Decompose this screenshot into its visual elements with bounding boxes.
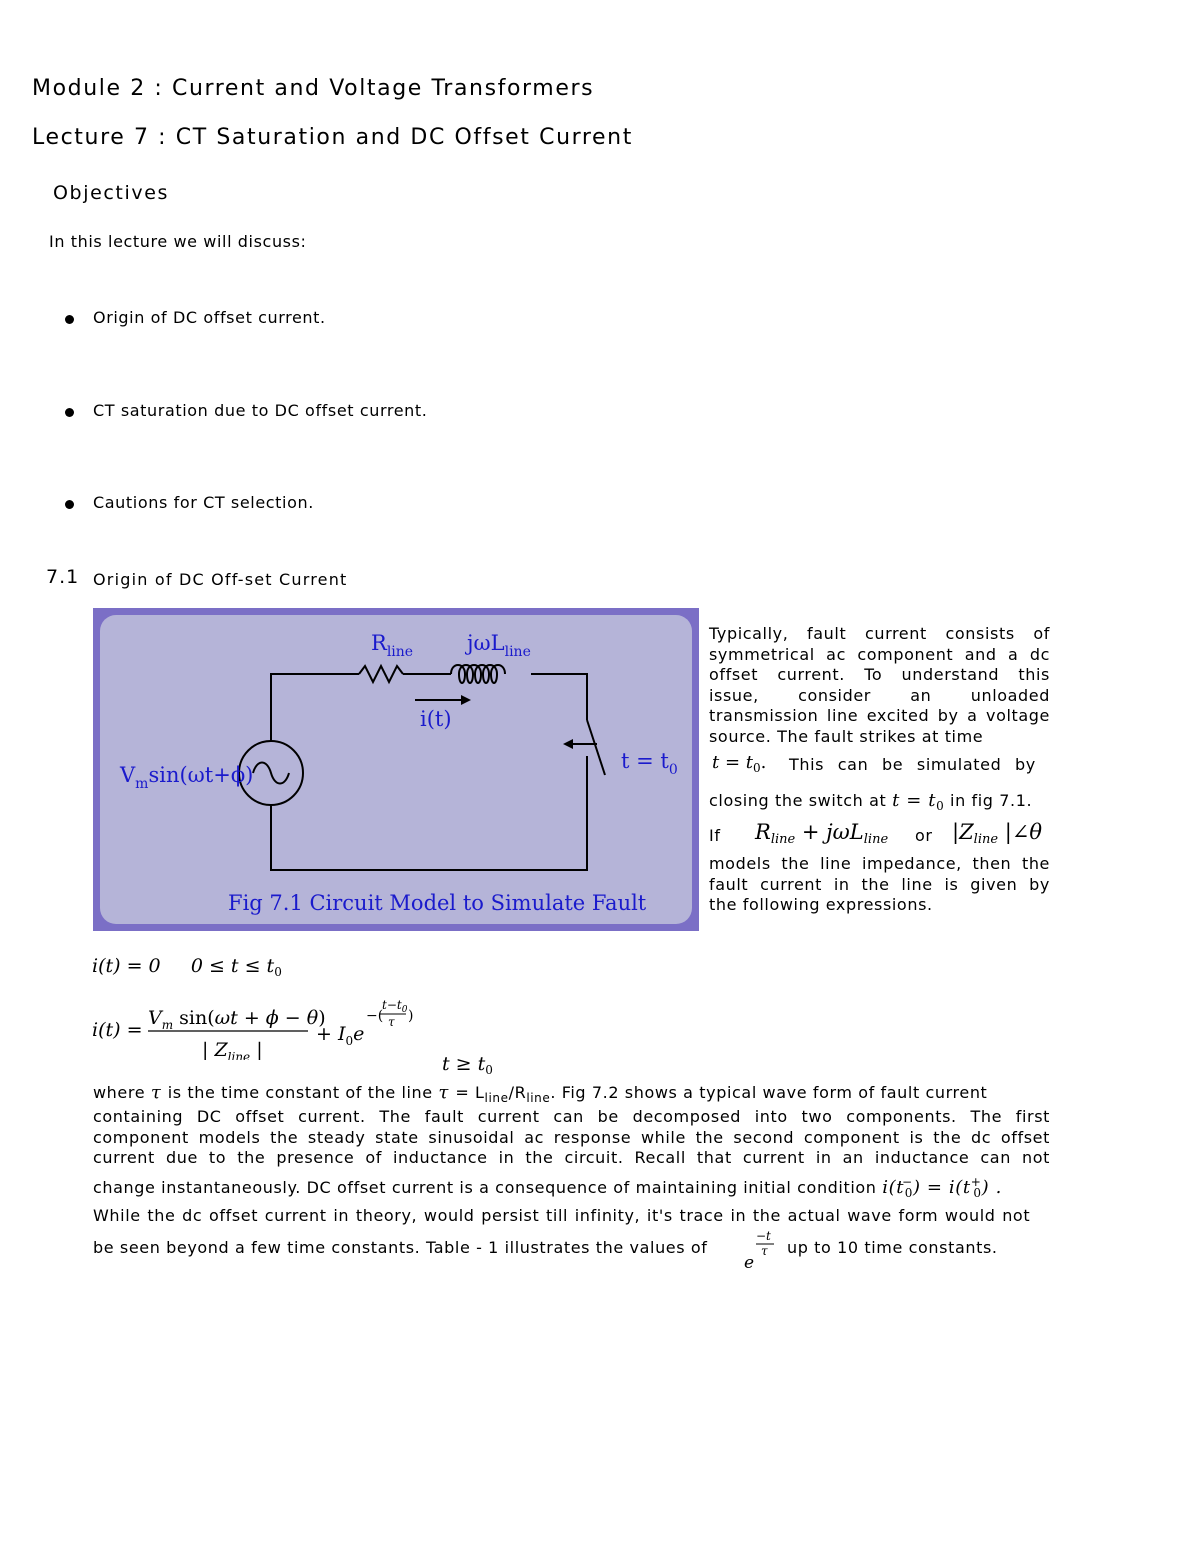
text-line: the following expressions.: [709, 895, 933, 914]
equation-2: [90, 990, 430, 1060]
text-line: current due to the presence of inductance in the circuit. Recall that current in an inductance can not: [93, 1148, 1050, 1167]
svg-text:t−t0: $t-t_0$: [382, 998, 408, 1015]
source-label: $V_m\sin(\omega t+\phi)$: [120, 763, 254, 792]
equation-1: i(t) = 0 $0 \le t \le t_0$: [92, 955, 282, 979]
objectives-intro: In this lecture we will discuss:: [49, 232, 307, 251]
text-line: This can be simulated by: [789, 755, 1036, 774]
svg-text:i(t) =: i(t) =: [92, 1019, 143, 1041]
current-label: i(t): [420, 707, 452, 731]
module-title: Module 2 : Current and Voltage Transformers: [32, 76, 595, 101]
figure-caption: Fig 7.1 Circuit Model to Simulate Fault: [228, 891, 647, 915]
svg-text:−(: −(: [366, 1008, 384, 1024]
section-title: Origin of DC Off-set Current: [93, 570, 348, 589]
inline-math-zline: $|Z_{line}$ |∠θ: [952, 820, 1043, 847]
list-item: Cautions for CT selection.: [93, 493, 314, 512]
svg-text:e: e: [744, 1253, 755, 1272]
inductor-label: jωL$_{line}$: [467, 631, 531, 660]
text-line: transmission line excited by a voltage: [709, 706, 1050, 725]
circuit-figure: [93, 608, 699, 931]
side-paragraph-2: [709, 854, 1050, 916]
paragraph-block: [93, 1107, 1050, 1169]
paragraph-line-5: change instantaneously. DC offset current is a consequence of maintaining initial condition $i(t^-_0) = i(t^+_0)$ .: [93, 1175, 1002, 1200]
svg-text:τ: τ: [388, 1015, 395, 1029]
text-line: symmetrical ac component and a dc: [709, 644, 1050, 664]
text-line: If: [709, 826, 721, 845]
text-line: or: [915, 826, 933, 845]
svg-text:τ: τ: [761, 1244, 768, 1258]
equation-condition: $t \ge t_0$: [442, 1053, 493, 1077]
bullet-icon: [65, 500, 74, 509]
text-line: models the line impedance, then the: [709, 854, 1050, 873]
text-line: component models the steady state sinusoidal ac response while the second component is the dc offset: [93, 1127, 1050, 1147]
text-line: source. The fault strikes at time: [709, 726, 984, 746]
list-item: CT saturation due to DC offset current.: [93, 401, 428, 420]
switch-label: $t = t_0$: [621, 749, 678, 778]
list-item: Origin of DC offset current.: [93, 308, 326, 327]
text-line: closing the switch at $t = t_0$ in fig 7.1.: [709, 790, 1033, 813]
paragraph-line-7b: up to 10 time constants.: [787, 1238, 998, 1257]
section-number: 7.1: [46, 566, 80, 588]
svg-text:| Zline |: | $Z_{line}$ |: [202, 1039, 263, 1060]
bullet-icon: [65, 408, 74, 417]
text-line: Typically, fault current consists of: [709, 624, 1050, 643]
text-line: containing DC offset current. The fault current can be decomposed into two components. The first: [93, 1107, 1050, 1126]
svg-text:−t: −t: [756, 1229, 771, 1243]
paragraph-line-7: be seen beyond a few time constants. Table - 1 illustrates the values of: [93, 1238, 708, 1257]
svg-text:): ): [408, 1008, 414, 1024]
text-line: fault current in the line is given by: [709, 874, 1050, 894]
svg-text:+ I0e: + $I_0e$: [316, 1023, 365, 1048]
paragraph-line-1: where τ is the time constant of the line $\tau = L_{line}/R_{line}$. Fig 7.2 shows a typical wave form of fault current: [93, 1082, 988, 1105]
text-line: offset current. To understand this: [709, 665, 1050, 684]
side-paragraph: [709, 624, 1050, 747]
lecture-title: Lecture 7 : CT Saturation and DC Offset Current: [32, 125, 633, 150]
bullet-icon: [65, 315, 74, 324]
inline-math-impedance: $R_{line} + j\omega L_{line}$: [755, 820, 889, 847]
text-line: issue, consider an unloaded: [709, 685, 1050, 705]
inline-math-t: $t = t_0$.: [712, 752, 767, 775]
paragraph-line-6: While the dc offset current in theory, would persist till infinity, it's trace in the actual wave form would not: [93, 1206, 1031, 1225]
resistor-label: $R_{line}$: [371, 631, 414, 660]
inline-math-exp: [742, 1226, 782, 1272]
objectives-heading: Objectives: [53, 182, 169, 204]
svg-text:Vm sin(ωt + ϕ − θ): $V_m$ sin(ωt + ϕ − θ): [148, 1007, 326, 1032]
